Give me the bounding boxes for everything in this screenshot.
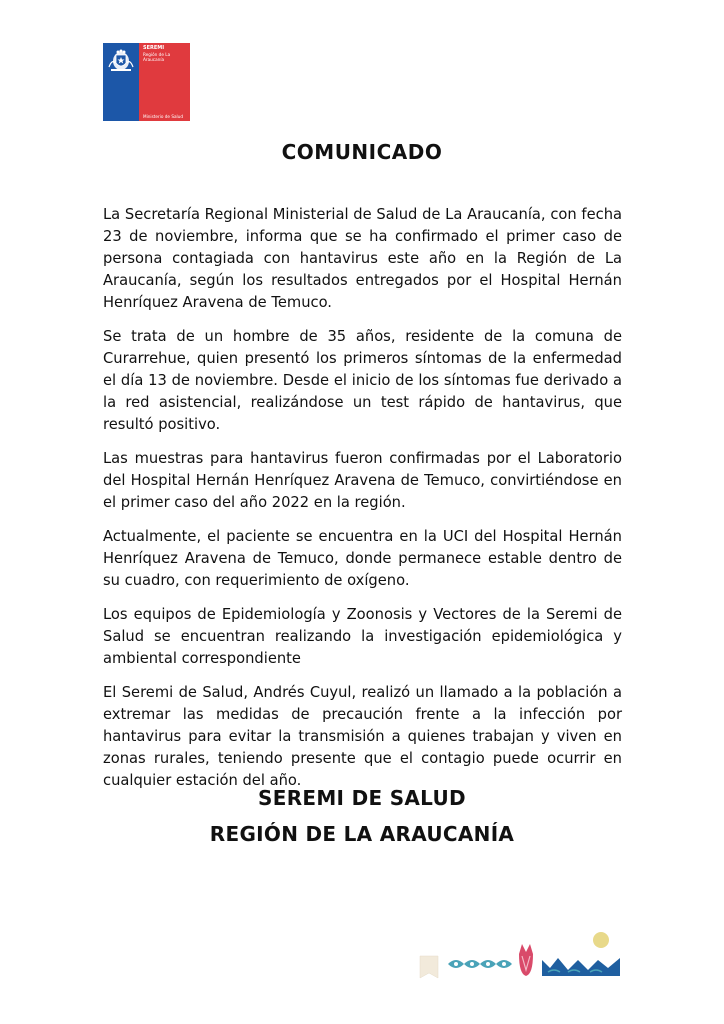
paragraph-6: El Seremi de Salud, Andrés Cuyul, realizó un llamado a la población a extremar las medidas de precaución frente a la infección por hantavirus para evitar la transmisión a quienes trabajan y viven en zonas rurales, teniendo presente que el contagio puede ocurrir en cualquier estación del año. [103,684,622,789]
seremi-logo [103,43,190,121]
regional-decoration-icon [418,930,624,982]
coat-of-arms-icon [106,47,136,73]
signature-line-1: SEREMI DE SALUD [258,786,466,810]
paragraph-4: Actualmente, el paciente se encuentra en la UCI del Hospital Hernán Henríquez Aravena de Temuco, donde permanece estable dentro de su cuadro, con requerimiento de oxígeno. [103,528,622,589]
paragraph-2: Se trata de un hombre de 35 años, residente de la comuna de Curarrehue, quien presentó los primeros síntomas de la enfermedad el día 13 de noviembre. Desde el inicio de los síntomas fue derivado a la red asistencial, realizándose un test rápido de hantavirus, que resultó positivo. [103,328,622,433]
signature-line-2: REGIÓN DE LA ARAUCANÍA [209,822,515,846]
logo-seremi-text: SEREMI [143,45,165,51]
logo-region-text: Región de La Araucanía [143,52,171,62]
document-title: COMUNICADO [281,140,443,164]
paragraph-3: Las muestras para hantavirus fueron confirmadas por el Laboratorio del Hospital Hernán Henríquez Aravena de Temuco, convirtiéndose en el primer caso del año 2022 en la región. [103,450,622,511]
logo-ministry-text: Ministerio de Salud [143,114,184,119]
document-body [103,204,622,804]
logo-red-block [139,43,190,121]
paragraph-1: La Secretaría Regional Ministerial de Salud de La Araucanía, con fecha 23 de noviembre, informa que se ha confirmado el primer caso de persona contagiada con hantavirus este año en la Región de La Araucanía, según los resultados entregados por el Hospital Hernán Henríquez Aravena de Temuco. [103,206,622,311]
paragraph-5: Los equipos de Epidemiología y Zoonosis y Vectores de la Seremi de Salud se encuentran realizando la investigación epidemiológica y ambiental correspondiente [103,606,622,667]
logo-blue-block [103,43,139,121]
